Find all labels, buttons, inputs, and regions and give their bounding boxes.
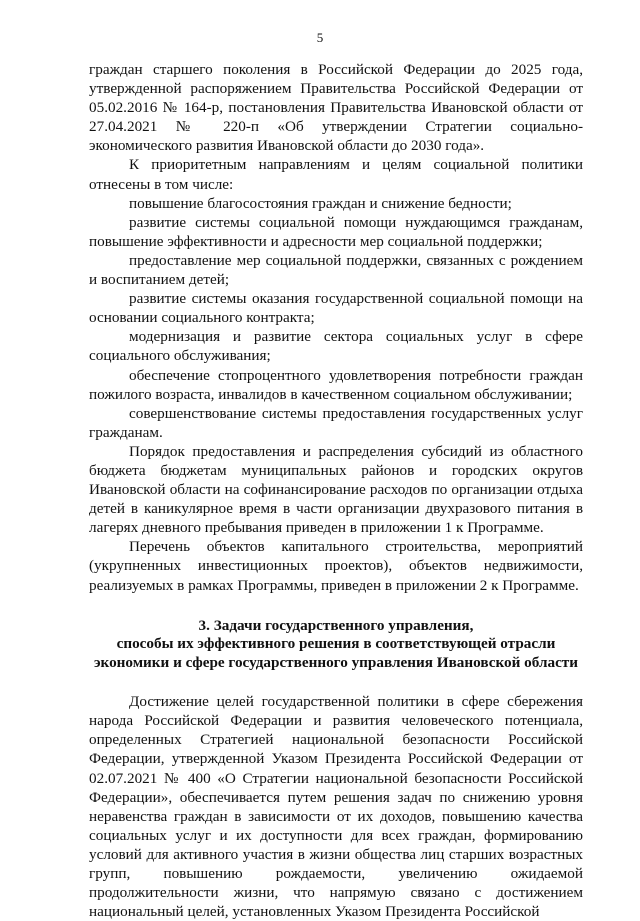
list-item: развитие системы оказания государственной социальной помощи на основании социального контракта; bbox=[89, 290, 583, 327]
paragraph-continuation: граждан старшего поколения в Российской Федерации до 2025 года, утвержденной распоряжением Правительства Российской Федерации от 05.02.2016 № 164-р, постановления Правительства Ивановской области от 27.04.2021 № 220-п «Об утверждении Стратегии социально-экономического развития Ивановской области до 2030 года». bbox=[89, 61, 583, 155]
document-body bbox=[89, 60, 583, 921]
section-heading-line: экономики и сфере государственного управления Ивановской области bbox=[93, 653, 579, 671]
paragraph-objects-list: Перечень объектов капитального строительства, мероприятий (укрупненных инвестиционных проектов), объектов недвижимости, реализуемых в рамках Программы, приведен в приложении 2 к Программе. bbox=[89, 538, 583, 594]
list-item: модернизация и развитие сектора социальных услуг в сфере социального обслуживания; bbox=[89, 328, 583, 365]
list-item: повышение благосостояния граждан и снижение бедности; bbox=[129, 194, 512, 212]
paragraph-goals: Достижение целей государственной политики в сфере сбережения народа Российской Федерации и развития человеческого потенциала, определенных Стратегией национальной безопасности Российской Федерации, утвержденной Указом Президента Российской Федерации от 02.07.2021 № 400 «О Стратегии национальной безопасности Российской Федерации», обеспечивается путем решения задач по снижению уровня неравенства граждан в зависимости от их доходов, повышению качества социальных услуг и их доступности для всех граждан, формированию условий для активного участия в жизни общества лиц старших возрастных групп, повышению рождаемости, увеличению ожидаемой продолжительности жизни, что напрямую связано с достижением национальный целей, установленных Указом Президента Российской bbox=[89, 693, 583, 921]
section-heading-line: 3. Задачи государственного управления, bbox=[198, 616, 474, 634]
list-item: совершенствование системы предоставления государственных услуг гражданам. bbox=[89, 404, 583, 441]
section-heading bbox=[89, 617, 583, 673]
list-item: предоставление мер социальной поддержки, связанных с рождением и воспитанием детей; bbox=[89, 251, 583, 289]
list-item: развитие системы социальной помощи нуждающимся гражданам, повышение эффективности и адресности мер социальной поддержки; bbox=[89, 213, 583, 250]
paragraph-priorities-intro: К приоритетным направлениям и целям социальной политики отнесены в том числе: bbox=[89, 156, 583, 193]
page-number: 5 bbox=[316, 30, 324, 45]
list-item: обеспечение стопроцентного удовлетворения потребности граждан пожилого возраста, инвалидов в качественном социальном обслуживании; bbox=[89, 366, 583, 403]
section-heading-line: способы их эффективного решения в соответствующей отрасли bbox=[116, 635, 556, 653]
paragraph-subsidies: Порядок предоставления и распределения субсидий из областного бюджета бюджетам муниципальных районов и городских округов Ивановской области на софинансирование расходов по организации отдыха детей в каникулярное время в части организации двухразового питания в лагерях дневного пребывания приведен в приложении 1 к Программе. bbox=[89, 442, 583, 537]
